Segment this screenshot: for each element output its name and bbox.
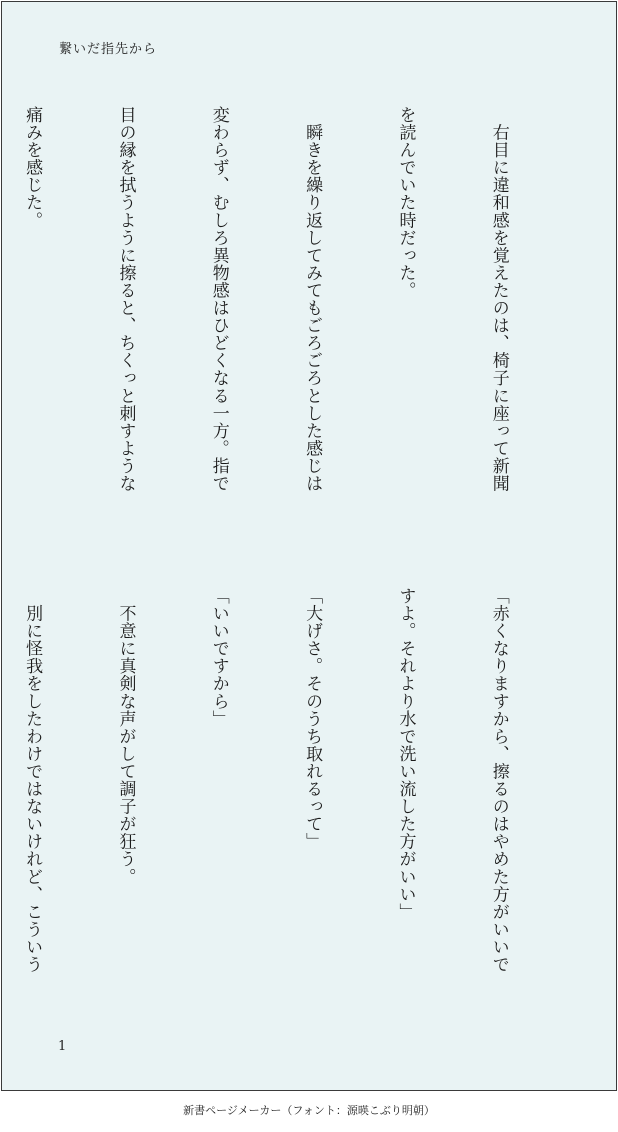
text-line: 不意に真剣な声がして調子が狂う。 xyxy=(115,587,136,886)
text-line: 別に怪我をしたわけではないけれど、こういう xyxy=(22,587,43,974)
text-line: 「いいですから」 xyxy=(208,587,229,728)
book-title: 繋いだ指先から xyxy=(59,42,158,57)
text-line: を読んでいた時だった。 xyxy=(395,106,416,300)
text-line: 変わらず、むしろ異物感はひどくなる一方。指で xyxy=(208,106,229,493)
text-line: 右目に違和感を覚えたのは、椅子に座って新聞 xyxy=(488,106,509,493)
text-line: 瞬きを繰り返してみてもごろごろとした感じは xyxy=(302,106,323,493)
text-line: 痛みを感じた。 xyxy=(22,106,43,229)
page-number: 1 xyxy=(58,1039,67,1054)
upper-text-block xyxy=(0,106,576,526)
text-line: 目の縁を拭うように擦ると、ちくっと刺すような xyxy=(115,106,136,493)
lower-text-block xyxy=(0,587,576,1007)
book-page xyxy=(1,1,617,1091)
text-line: 「大げさ。そのうち取れるって」 xyxy=(302,587,323,851)
text-line: すよ。それより水で洗い流した方がいい」 xyxy=(395,587,416,921)
text-line: 「赤くなりますから、擦るのはやめた方がいいで xyxy=(488,587,509,974)
footer-credit: 新書ページメーカー（フォント：源暎こぶり明朝） xyxy=(183,1104,435,1117)
